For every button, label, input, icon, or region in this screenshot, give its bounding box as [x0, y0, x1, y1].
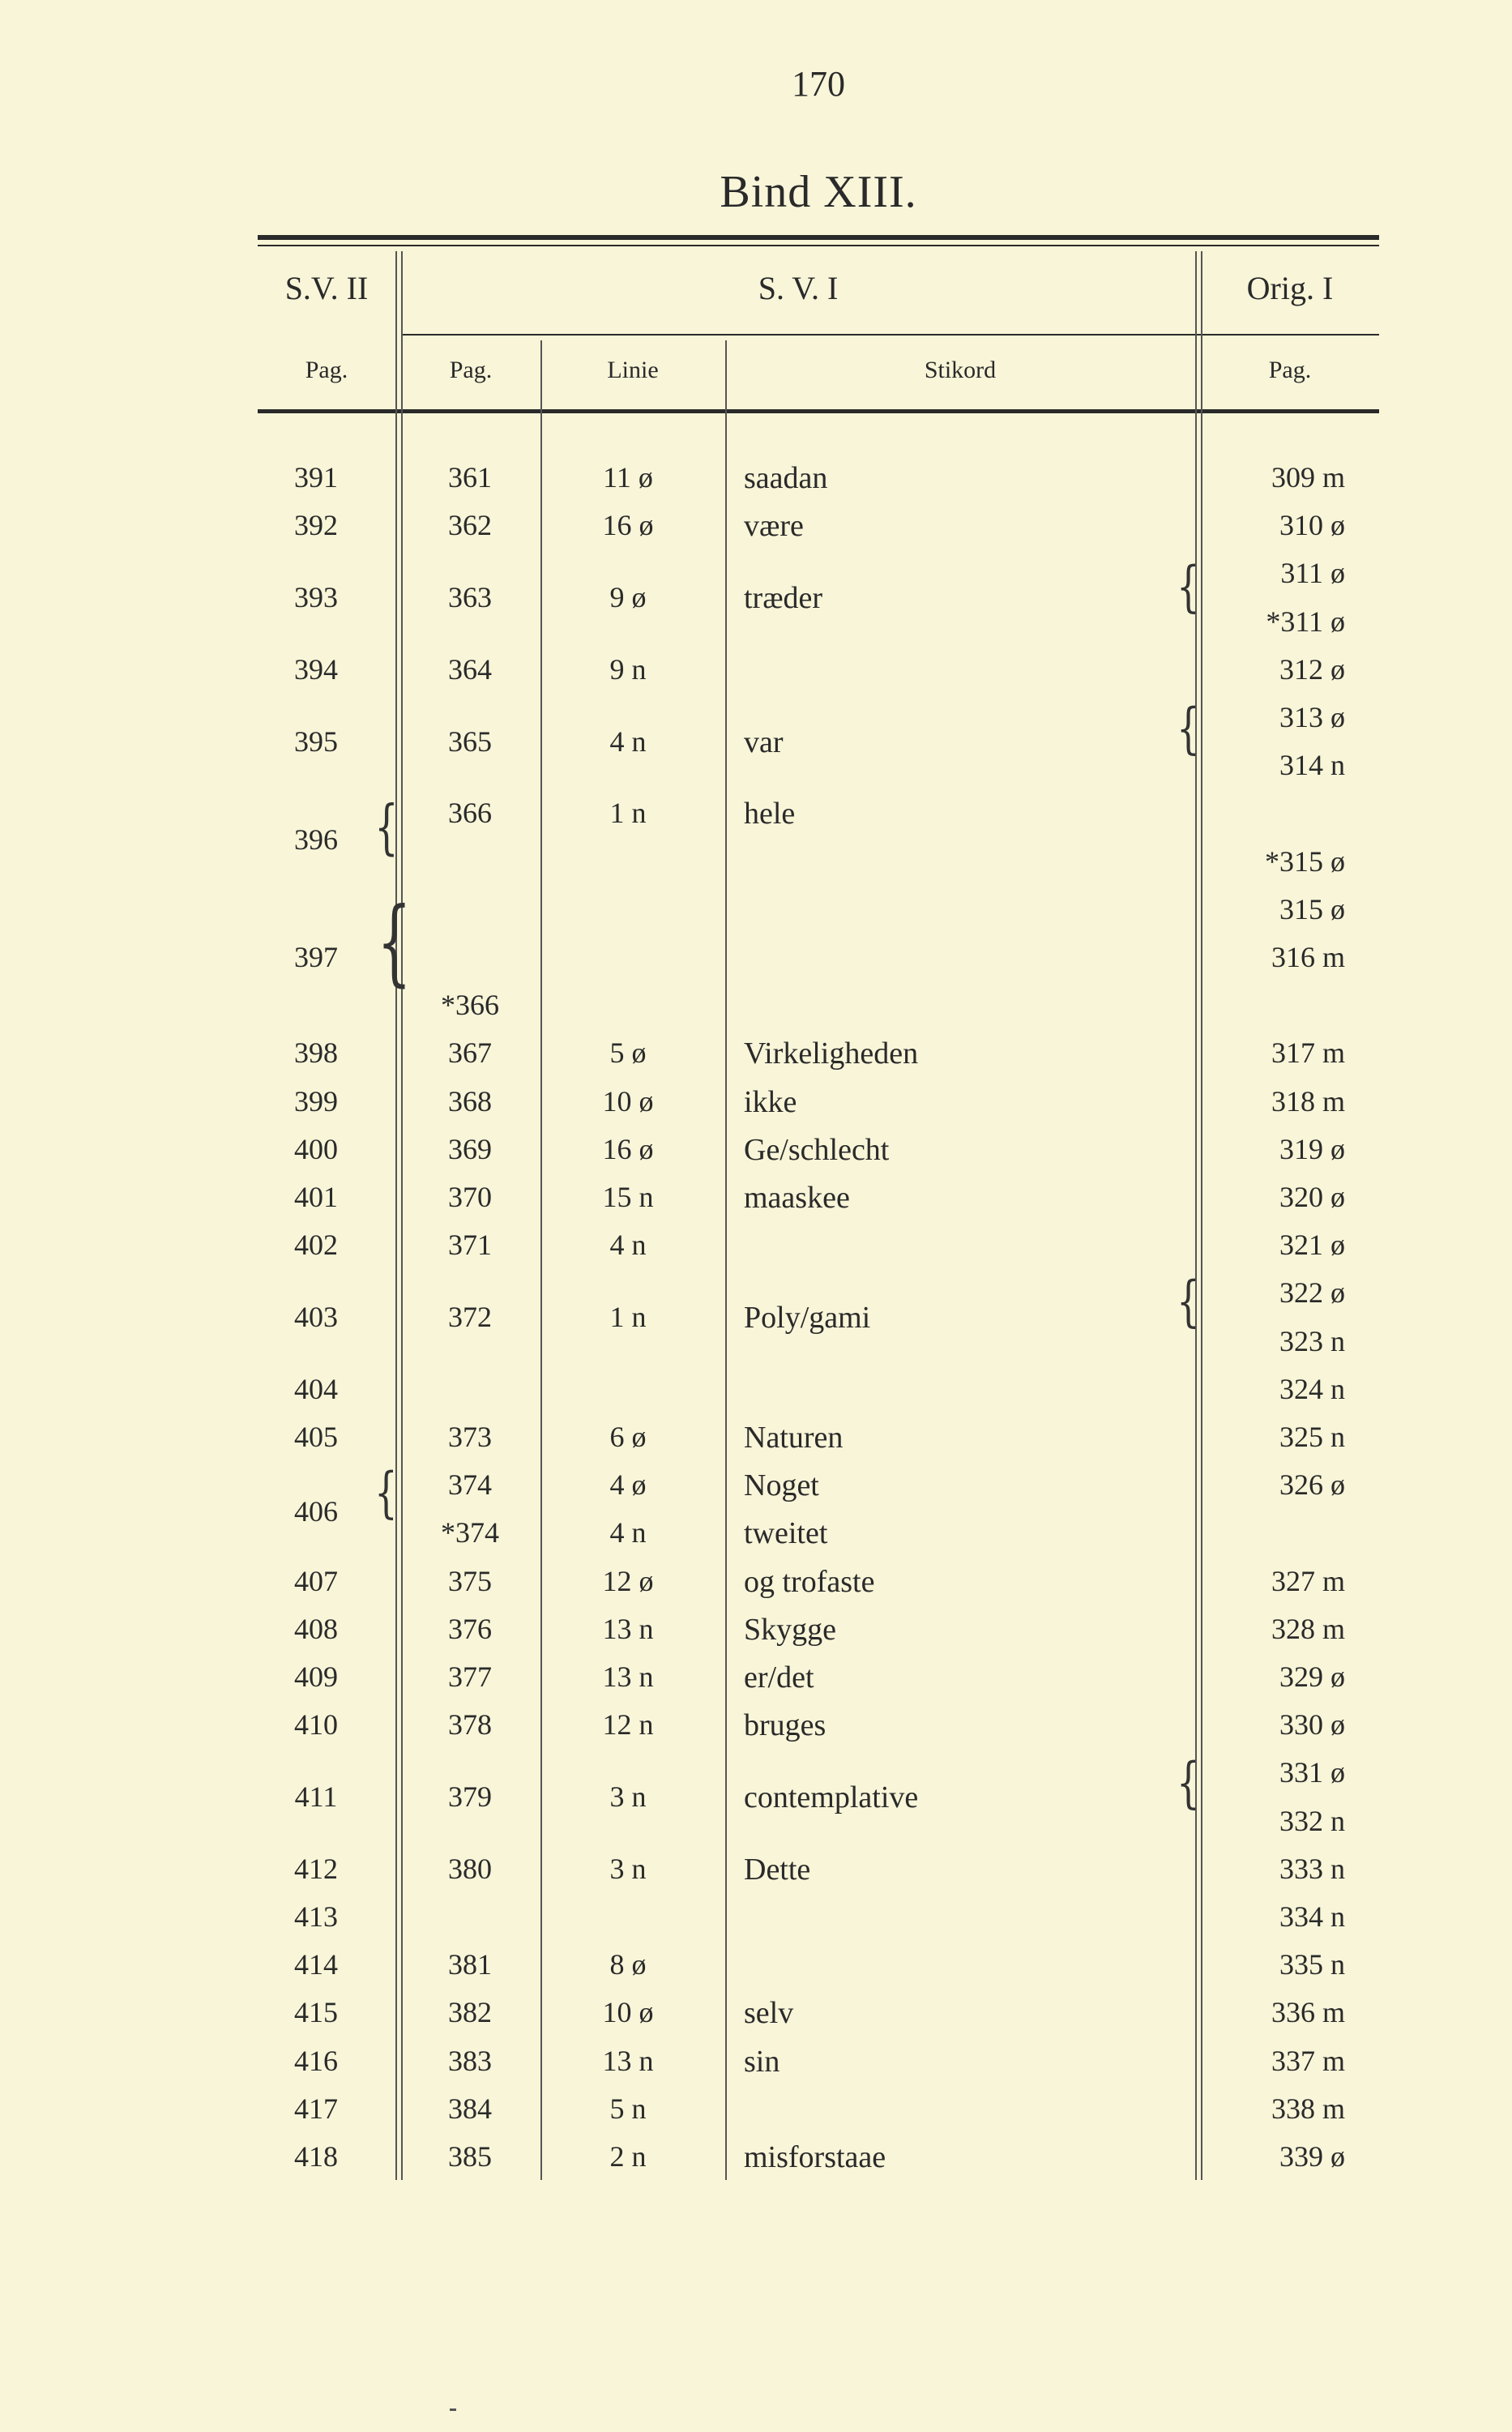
keyword-cell: er/det: [744, 1661, 814, 1695]
sv2-cell: 405: [294, 1421, 338, 1453]
sv2-cell: 397: [294, 941, 338, 973]
orig-page-cell: 326 ø: [1279, 1468, 1345, 1502]
line-cell: 15 n: [602, 1181, 654, 1213]
keyword-cell: maaskee: [744, 1181, 850, 1215]
top-rule-thin: [258, 245, 1379, 246]
keyword-cell: var: [744, 724, 784, 759]
divider-sv2: [395, 251, 397, 2180]
orig-page-cell: 321 ø: [1279, 1229, 1345, 1262]
brace-icon: {: [1177, 698, 1200, 761]
orig-page-cell: 331 ø: [1279, 1756, 1345, 1789]
keyword-cell: Ge/schlecht: [744, 1132, 890, 1167]
brace-icon: {: [1177, 556, 1200, 619]
sv1-page-cell: 377: [448, 1661, 492, 1693]
sv2-cell: 403: [294, 1301, 338, 1333]
volume-title: Bind XIII.: [720, 167, 917, 217]
keyword-cell: Skygge: [744, 1612, 836, 1647]
decorative-dash: [450, 2408, 456, 2411]
sv2-cell: 391: [294, 461, 338, 494]
line-cell: 5 ø: [609, 1036, 647, 1070]
keyword-cell: bruges: [744, 1708, 826, 1743]
keyword-cell: være: [744, 509, 804, 544]
orig-page-cell: 312 ø: [1279, 652, 1345, 686]
sv1-page-cell: 366: [448, 797, 492, 830]
keyword-cell: Dette: [744, 1852, 811, 1887]
brace-icon: {: [377, 887, 412, 997]
keyword-cell: og trofaste: [744, 1564, 875, 1599]
page-number: 170: [792, 64, 845, 104]
sv2-cell: 407: [294, 1564, 338, 1597]
orig-page-cell: 334 n: [1279, 1900, 1345, 1933]
line-cell: 16 ø: [602, 509, 654, 542]
sv1-page-cell: 368: [448, 1084, 492, 1118]
line-cell: 4 n: [609, 1229, 647, 1262]
sv1-page-cell: 364: [448, 652, 492, 686]
subheader-stikord: Stikord: [924, 357, 997, 383]
sv2-cell: 395: [294, 724, 338, 758]
line-cell: 13 n: [602, 1612, 654, 1645]
sv1-page-cell: 361: [448, 461, 492, 494]
line-cell: 8 ø: [609, 1948, 647, 1981]
sv1-page-cell: 382: [448, 1996, 492, 2029]
keyword-cell: træder: [744, 581, 823, 615]
sv1-page-cell: 374: [448, 1468, 492, 1502]
line-cell: 1 n: [609, 797, 647, 830]
sv2-cell: 404: [294, 1372, 338, 1405]
line-cell: 9 n: [609, 652, 647, 686]
orig-page-cell: 318 m: [1271, 1084, 1345, 1118]
brace-icon: {: [1177, 1752, 1200, 1815]
line-cell: 6 ø: [609, 1421, 647, 1453]
orig-page-cell: 339 ø: [1279, 2140, 1345, 2173]
subheader-pag-sv2: Pag.: [305, 357, 348, 383]
sv1-page-cell: 372: [448, 1301, 492, 1333]
sv1-page-cell: *366: [441, 989, 499, 1022]
line-cell: 16 ø: [602, 1132, 654, 1165]
line-cell: 12 n: [602, 1708, 654, 1742]
line-cell: 3 n: [609, 1852, 647, 1885]
sv1-page-cell: 367: [448, 1036, 492, 1070]
orig-page-cell: 317 m: [1271, 1036, 1345, 1070]
orig-page-cell: 323 n: [1279, 1324, 1345, 1357]
keyword-cell: sin: [744, 2044, 780, 2079]
orig-page-cell: 327 m: [1271, 1564, 1345, 1597]
orig-page-cell: 322 ø: [1279, 1276, 1345, 1310]
sv2-cell: 398: [294, 1036, 338, 1070]
sv2-cell: 410: [294, 1708, 338, 1742]
keyword-cell: saadan: [744, 461, 828, 495]
orig-page-cell: 332 n: [1279, 1804, 1345, 1837]
keyword-cell: Poly/gami: [744, 1301, 871, 1335]
sv1-page-cell: 369: [448, 1132, 492, 1165]
subheader-pag-orig: Pag.: [1268, 357, 1312, 383]
sv2-cell: 409: [294, 1661, 338, 1693]
divider-linie: [725, 340, 727, 2180]
line-cell: 10 ø: [602, 1084, 654, 1118]
keyword-cell: Virkeligheden: [744, 1036, 919, 1071]
sv1-page-cell: 385: [448, 2140, 492, 2173]
sv2-cell: 418: [294, 2140, 338, 2173]
header-sv2: S.V. II: [284, 270, 369, 306]
keyword-cell: misforstaae: [744, 2140, 886, 2174]
line-cell: 1 n: [609, 1301, 647, 1333]
sv1-page-cell: 370: [448, 1181, 492, 1213]
line-cell: 2 n: [609, 2140, 647, 2173]
keyword-cell: contemplative: [744, 1780, 919, 1814]
orig-page-cell: *311 ø: [1266, 605, 1345, 638]
orig-page-cell: 313 ø: [1279, 701, 1345, 733]
orig-page-cell: 335 n: [1279, 1948, 1345, 1981]
orig-page-cell: 315 ø: [1279, 892, 1345, 925]
sv1-page-cell: 362: [448, 509, 492, 542]
line-cell: 3 n: [609, 1780, 647, 1813]
sv1-page-cell: 380: [448, 1852, 492, 1885]
brace-icon: {: [374, 793, 399, 861]
orig-page-cell: 324 n: [1279, 1372, 1345, 1405]
header-mid-rule: [401, 334, 1379, 336]
sv2-cell: 412: [294, 1852, 338, 1885]
line-cell: 9 ø: [609, 581, 647, 613]
brace-icon: {: [374, 1462, 398, 1525]
keyword-cell: selv: [744, 1996, 794, 2031]
sv2-cell: 396: [294, 823, 338, 856]
keyword-cell: Naturen: [744, 1421, 844, 1455]
sv2-cell: 406: [294, 1494, 338, 1528]
line-cell: 4 ø: [609, 1468, 647, 1502]
line-cell: 4 n: [609, 1516, 647, 1549]
sv2-cell: 411: [294, 1780, 338, 1813]
orig-page-cell: 311 ø: [1280, 557, 1345, 590]
orig-page-cell: 325 n: [1279, 1421, 1345, 1453]
keyword-cell: Noget: [744, 1468, 819, 1503]
keyword-cell: ikke: [744, 1084, 797, 1119]
sv2-cell: 415: [294, 1996, 338, 2029]
orig-page-cell: 337 m: [1271, 2044, 1345, 2077]
sv1-page-cell: 379: [448, 1780, 492, 1813]
sv1-page-cell: 371: [448, 1229, 492, 1262]
divider-stikord-double: [1201, 251, 1202, 2180]
sv2-cell: 413: [294, 1900, 338, 1933]
orig-page-cell: 330 ø: [1279, 1708, 1345, 1742]
sv2-cell: 414: [294, 1948, 338, 1981]
sv2-cell: 394: [294, 652, 338, 686]
keyword-cell: tweitet: [744, 1516, 828, 1551]
sv1-page-cell: 365: [448, 724, 492, 758]
orig-page-cell: 319 ø: [1279, 1132, 1345, 1165]
sv2-cell: 408: [294, 1612, 338, 1645]
sv1-page-cell: 384: [448, 2092, 492, 2125]
keyword-cell: hele: [744, 797, 796, 831]
header-orig: Orig. I: [1246, 270, 1334, 306]
header-bottom-rule: [258, 409, 1379, 413]
line-cell: 5 n: [609, 2092, 647, 2125]
sv1-page-cell: 383: [448, 2044, 492, 2077]
sv2-cell: 392: [294, 509, 338, 542]
sv2-cell: 417: [294, 2092, 338, 2125]
subheader-linie: Linie: [607, 357, 659, 383]
orig-page-cell: 314 n: [1279, 749, 1345, 782]
orig-page-cell: 328 m: [1271, 1612, 1345, 1645]
sv2-cell: 402: [294, 1229, 338, 1262]
orig-page-cell: 320 ø: [1279, 1181, 1345, 1213]
sv1-page-cell: 363: [448, 581, 492, 613]
orig-page-cell: 333 n: [1279, 1852, 1345, 1885]
sv2-cell: 399: [294, 1084, 338, 1118]
sv2-cell: 416: [294, 2044, 338, 2077]
line-cell: 13 n: [602, 1661, 654, 1693]
orig-page-cell: 338 m: [1271, 2092, 1345, 2125]
subheader-pag-sv1: Pag.: [449, 357, 493, 383]
sv1-page-cell: 381: [448, 1948, 492, 1981]
sv1-page-cell: 375: [448, 1564, 492, 1597]
brace-icon: {: [1177, 1271, 1200, 1334]
line-cell: 10 ø: [602, 1996, 654, 2029]
sv1-page-cell: 378: [448, 1708, 492, 1742]
orig-page-cell: *315 ø: [1265, 844, 1345, 878]
divider-pag: [540, 340, 542, 2180]
sv1-page-cell: 373: [448, 1421, 492, 1453]
orig-page-cell: 309 m: [1271, 461, 1345, 494]
line-cell: 11 ø: [603, 461, 653, 494]
top-rule: [258, 235, 1379, 240]
line-cell: 12 ø: [602, 1564, 654, 1597]
divider-stikord: [1195, 251, 1197, 2180]
sv1-page-cell: 376: [448, 1612, 492, 1645]
line-cell: 13 n: [602, 2044, 654, 2077]
sv2-cell: 393: [294, 581, 338, 613]
orig-page-cell: 316 m: [1271, 941, 1345, 973]
sv2-cell: 401: [294, 1181, 338, 1213]
orig-page-cell: 329 ø: [1279, 1661, 1345, 1693]
orig-page-cell: 336 m: [1271, 1996, 1345, 2029]
orig-page-cell: 310 ø: [1279, 509, 1345, 542]
sv1-page-cell: *374: [441, 1516, 499, 1549]
divider-sv2-double: [401, 251, 403, 2180]
line-cell: 4 n: [609, 724, 647, 758]
header-sv1: S. V. I: [758, 270, 839, 306]
sv2-cell: 400: [294, 1132, 338, 1165]
